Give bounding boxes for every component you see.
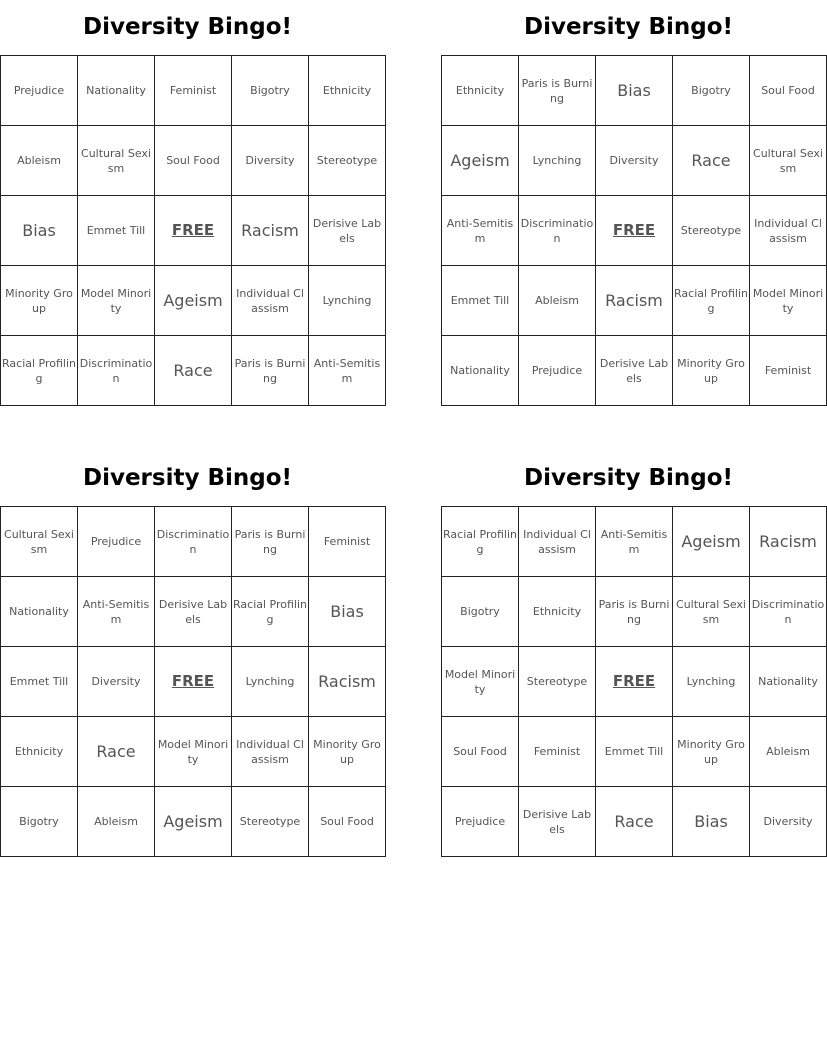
bingo-cell: Feminist [309, 507, 386, 577]
card-title: Diversity Bingo! [523, 14, 734, 40]
bingo-cell: Emmet Till [1, 647, 78, 717]
bingo-free-cell: FREE [596, 647, 673, 717]
bingo-cell: Model Minority [155, 717, 232, 787]
bingo-row [442, 647, 827, 717]
bingo-cell: Diversity [232, 126, 309, 196]
bingo-cell: Ageism [673, 507, 750, 577]
bingo-cell: Emmet Till [596, 717, 673, 787]
bingo-cell: Prejudice [519, 336, 596, 406]
bingo-cell: Prejudice [78, 507, 155, 577]
bingo-cell: Derisive Labels [596, 336, 673, 406]
bingo-row [442, 577, 827, 647]
bingo-cell: Nationality [1, 577, 78, 647]
bingo-free-cell: FREE [155, 647, 232, 717]
bingo-cell: Paris is Burning [519, 56, 596, 126]
bingo-row [1, 336, 386, 406]
bingo-cell: Anti-Semitism [309, 336, 386, 406]
bingo-cell: Minority Group [673, 717, 750, 787]
bingo-row [1, 126, 386, 196]
bingo-cell: Racism [309, 647, 386, 717]
bingo-cell: Minority Group [309, 717, 386, 787]
bingo-cell: Prejudice [442, 787, 519, 857]
bingo-row [1, 266, 386, 336]
bingo-cell: Prejudice [1, 56, 78, 126]
bingo-cell: Ageism [442, 126, 519, 196]
bingo-cell: Soul Food [309, 787, 386, 857]
bingo-cell: Stereotype [309, 126, 386, 196]
bingo-cell: Bias [673, 787, 750, 857]
bingo-cell: Lynching [519, 126, 596, 196]
bingo-row [1, 196, 386, 266]
bingo-row [1, 507, 386, 577]
bingo-row [442, 196, 827, 266]
bingo-cell: Race [78, 717, 155, 787]
bingo-cell: Ableism [1, 126, 78, 196]
bingo-cell: Feminist [519, 717, 596, 787]
bingo-cell: Ageism [155, 787, 232, 857]
bingo-cell: Racial Profiling [442, 507, 519, 577]
bingo-cell: Model Minority [442, 647, 519, 717]
bingo-row [442, 126, 827, 196]
bingo-cell: Ableism [750, 717, 827, 787]
bingo-cell: Individual Classism [519, 507, 596, 577]
bingo-cell: Soul Food [750, 56, 827, 126]
bingo-cell: Minority Group [673, 336, 750, 406]
bingo-row [442, 717, 827, 787]
bingo-cell: Stereotype [673, 196, 750, 266]
bingo-cell: Paris is Burning [232, 507, 309, 577]
card-title: Diversity Bingo! [523, 465, 734, 491]
bingo-cell: Nationality [78, 56, 155, 126]
bingo-cell: Bias [1, 196, 78, 266]
bingo-cell: Racism [232, 196, 309, 266]
bingo-free-cell: FREE [596, 196, 673, 266]
bingo-cell: Racial Profiling [1, 336, 78, 406]
bingo-cell: Diversity [750, 787, 827, 857]
bingo-cell: Stereotype [519, 647, 596, 717]
bingo-grid [0, 506, 386, 857]
bingo-cell: Minority Group [1, 266, 78, 336]
bingo-cell: Anti-Semitism [442, 196, 519, 266]
bingo-cell: Racism [596, 266, 673, 336]
bingo-row [442, 787, 827, 857]
bingo-cell: Bigotry [442, 577, 519, 647]
bingo-row [442, 336, 827, 406]
bingo-cell: Bigotry [673, 56, 750, 126]
bingo-cell: Cultural Sexism [673, 577, 750, 647]
bingo-cell: Emmet Till [442, 266, 519, 336]
bingo-cell: Ethnicity [309, 56, 386, 126]
bingo-row [442, 56, 827, 126]
bingo-cell: Anti-Semitism [78, 577, 155, 647]
bingo-grid [0, 55, 386, 406]
bingo-cell: Soul Food [442, 717, 519, 787]
bingo-cell: Racism [750, 507, 827, 577]
bingo-row [1, 577, 386, 647]
bingo-cell: Lynching [309, 266, 386, 336]
bingo-cell: Ethnicity [519, 577, 596, 647]
bingo-cell: Stereotype [232, 787, 309, 857]
bingo-cell: Individual Classism [232, 266, 309, 336]
bingo-cell: Diversity [78, 647, 155, 717]
card-title: Diversity Bingo! [82, 465, 293, 491]
bingo-row [1, 56, 386, 126]
bingo-cell: Racial Profiling [232, 577, 309, 647]
bingo-cell: Ableism [78, 787, 155, 857]
bingo-cell: Bias [309, 577, 386, 647]
bingo-cell: Nationality [750, 647, 827, 717]
bingo-cell: Model Minority [750, 266, 827, 336]
bingo-row [442, 507, 827, 577]
bingo-cell: Cultural Sexism [78, 126, 155, 196]
bingo-cell: Anti-Semitism [596, 507, 673, 577]
bingo-cell: Race [155, 336, 232, 406]
bingo-cell: Bigotry [1, 787, 78, 857]
bingo-row [1, 787, 386, 857]
bingo-grid [441, 506, 827, 857]
bingo-cell: Cultural Sexism [1, 507, 78, 577]
bingo-row [1, 647, 386, 717]
bingo-cell: Diversity [596, 126, 673, 196]
bingo-cell: Discrimination [155, 507, 232, 577]
bingo-cell: Race [596, 787, 673, 857]
bingo-cell: Feminist [155, 56, 232, 126]
bingo-row [442, 266, 827, 336]
bingo-cell: Bigotry [232, 56, 309, 126]
bingo-cell: Soul Food [155, 126, 232, 196]
bingo-cell: Feminist [750, 336, 827, 406]
bingo-cell: Ethnicity [442, 56, 519, 126]
bingo-free-cell: FREE [155, 196, 232, 266]
bingo-cell: Ableism [519, 266, 596, 336]
bingo-cell: Discrimination [78, 336, 155, 406]
bingo-cell: Discrimination [519, 196, 596, 266]
bingo-cell: Model Minority [78, 266, 155, 336]
bingo-cell: Ethnicity [1, 717, 78, 787]
bingo-cell: Nationality [442, 336, 519, 406]
bingo-cell: Derisive Labels [519, 787, 596, 857]
bingo-cell: Paris is Burning [232, 336, 309, 406]
bingo-cell: Race [673, 126, 750, 196]
bingo-cell: Lynching [232, 647, 309, 717]
bingo-cell: Racial Profiling [673, 266, 750, 336]
bingo-cell: Derisive Labels [309, 196, 386, 266]
bingo-cell: Cultural Sexism [750, 126, 827, 196]
bingo-cell: Emmet Till [78, 196, 155, 266]
bingo-cell: Ageism [155, 266, 232, 336]
bingo-cell: Individual Classism [750, 196, 827, 266]
bingo-cell: Derisive Labels [155, 577, 232, 647]
card-title: Diversity Bingo! [82, 14, 293, 40]
bingo-cell: Lynching [673, 647, 750, 717]
bingo-cell: Bias [596, 56, 673, 126]
bingo-cell: Discrimination [750, 577, 827, 647]
bingo-cell: Paris is Burning [596, 577, 673, 647]
bingo-row [1, 717, 386, 787]
bingo-grid [441, 55, 827, 406]
bingo-cell: Individual Classism [232, 717, 309, 787]
